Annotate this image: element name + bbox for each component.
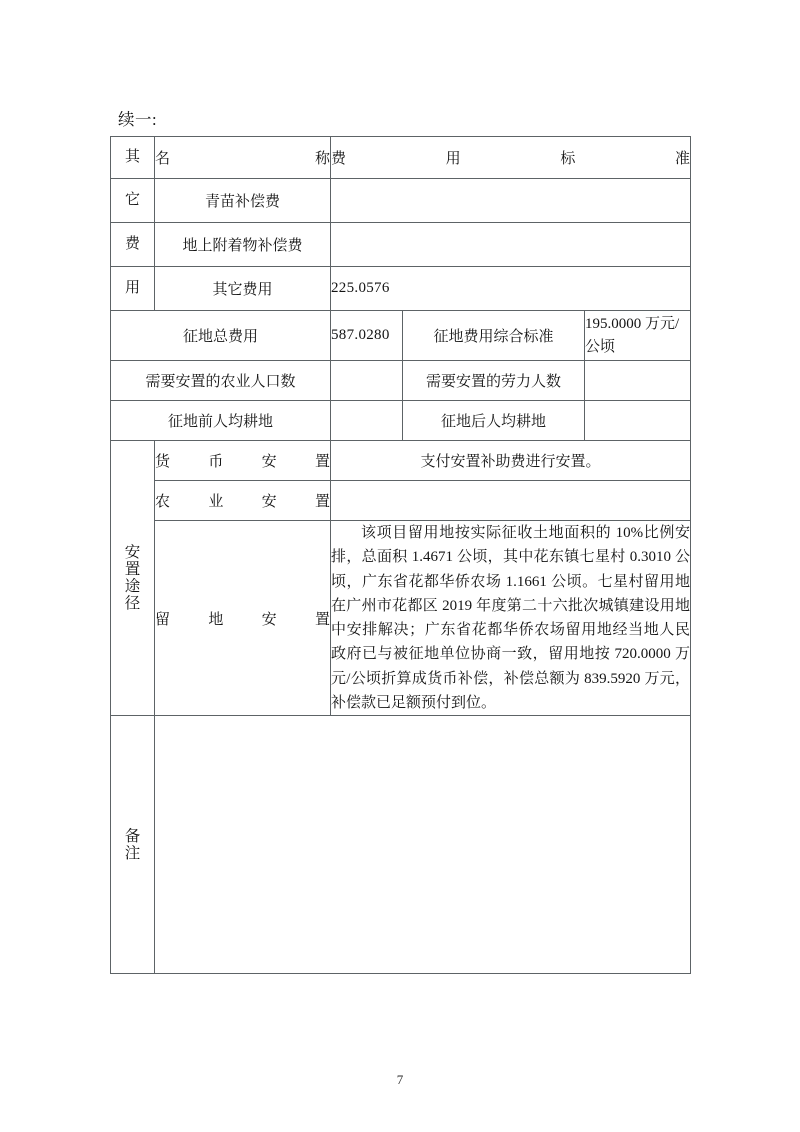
remarks-side-char-2: 注 (124, 844, 141, 862)
land-acquisition-form-table (110, 136, 691, 974)
value-agricultural-resettlement (331, 481, 691, 521)
value-monetary-resettlement: 支付安置补助费进行安置。 (331, 441, 691, 481)
fee-value-seedling (331, 179, 691, 223)
other-fees-side-char-4: 用 (111, 267, 155, 311)
remarks-row (111, 716, 691, 974)
resettlement-row-agricultural (111, 481, 691, 521)
continuation-heading: 续一: (118, 110, 158, 129)
remarks-side-char-1: 备 (124, 827, 141, 845)
other-fees-col-header-standard: 费 用 标 准 (331, 137, 691, 179)
label-comprehensive-standard: 征地费用综合标准 (403, 311, 585, 361)
label-agricultural-resettlement: 农 业 安 置 (155, 481, 331, 521)
totals-row-arable-land (111, 401, 691, 441)
land-reserve-paragraph-cell (331, 521, 691, 716)
resettlement-side-char-4: 径 (124, 595, 141, 613)
resettlement-side-char-2: 置 (124, 561, 141, 579)
label-arable-after: 征地后人均耕地 (403, 401, 585, 441)
land-reserve-paragraph-text: 该项目留用地按实际征收土地面积的 10%比例安排，总面积 1.4671 公顷，其中花东镇七星村 0.3010 公顷，广东省花都华侨农场 1.1661 公顷。七星村留用地在广州市花都区 2019 年度第二十六批次城镇建设用地中安排解决；广东省花都华侨农场留用地经当地人民政府已与被征地单位协商一致，留用地按 720.0000 万元/公顷折算成货币补偿，补偿总额为 839.5920 万元，补偿款已足额预付到位。 (331, 525, 691, 712)
fee-name-misc: 其它费用 (155, 267, 331, 311)
fee-value-attachments (331, 223, 691, 267)
value-arable-before (331, 401, 403, 441)
resettlement-side-char-3: 途 (124, 578, 141, 596)
resettlement-row-land-reserve (111, 521, 691, 716)
label-agricultural-population: 需要安置的农业人口数 (111, 361, 331, 401)
resettlement-side-char-1: 安 (124, 544, 141, 562)
other-fees-row-seedling (111, 179, 691, 223)
totals-row-total-cost (111, 311, 691, 361)
value-arable-after (585, 401, 691, 441)
fee-value-misc: 225.0576 (331, 267, 691, 311)
fee-name-seedling: 青苗补偿费 (155, 179, 331, 223)
value-agricultural-population (331, 361, 403, 401)
label-labor-population: 需要安置的劳力人数 (403, 361, 585, 401)
label-arable-before: 征地前人均耕地 (111, 401, 331, 441)
fee-name-attachments: 地上附着物补偿费 (155, 223, 331, 267)
other-fees-side-char-3: 费 (111, 223, 155, 267)
other-fees-row-misc (111, 267, 691, 311)
resettlement-row-monetary (111, 441, 691, 481)
totals-row-population (111, 361, 691, 401)
value-comprehensive-standard: 195.0000 万元/公顷 (585, 311, 691, 361)
value-total-land-cost: 587.0280 (331, 311, 403, 361)
remarks-content (155, 716, 691, 974)
value-labor-population (585, 361, 691, 401)
label-land-reserve-resettlement: 留 地 安 置 (155, 521, 331, 716)
remarks-side-label (111, 716, 155, 974)
other-fees-col-header-name: 名 称 (155, 137, 331, 179)
other-fees-row-attachments (111, 223, 691, 267)
label-monetary-resettlement: 货 币 安 置 (155, 441, 331, 481)
other-fees-side-char-1: 其 (111, 137, 155, 179)
other-fees-side-char-2: 它 (111, 179, 155, 223)
resettlement-side-label (111, 441, 155, 716)
other-fees-header-row (111, 137, 691, 179)
label-total-land-cost: 征地总费用 (111, 311, 331, 361)
page-number: 7 (396, 1072, 404, 1087)
